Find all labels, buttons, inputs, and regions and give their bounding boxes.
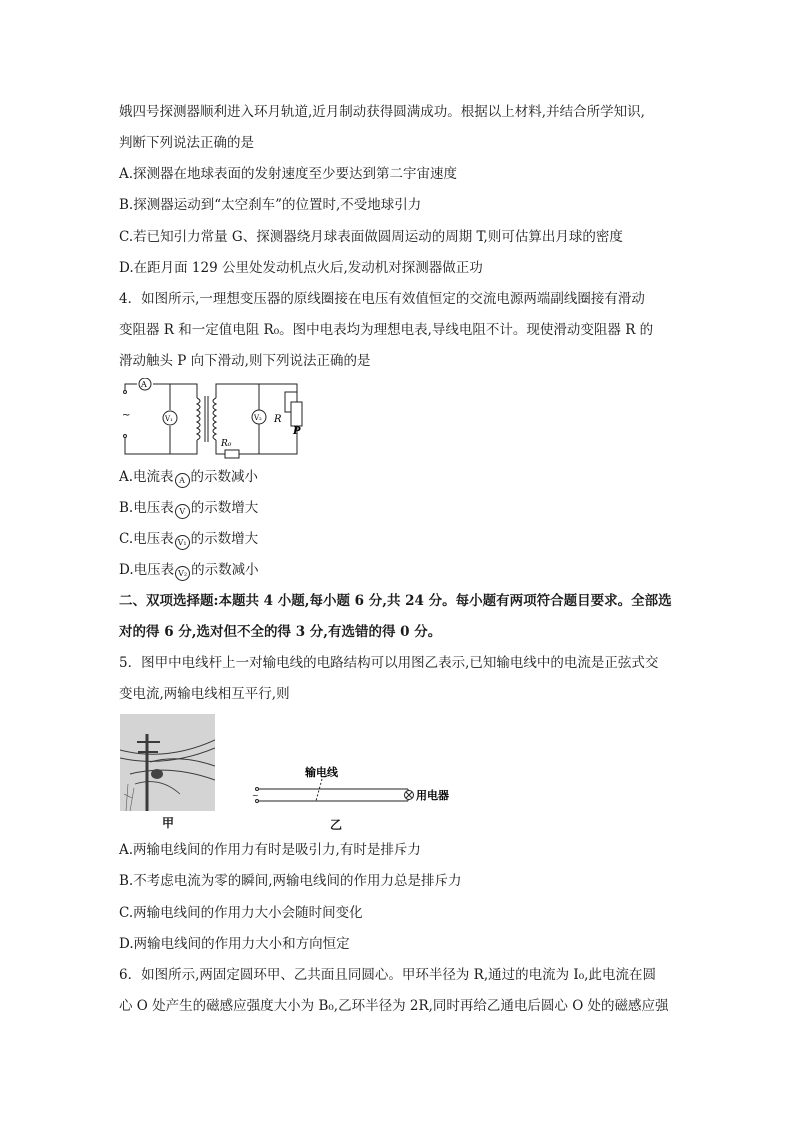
- q4-option-a: A.电流表 A 的示数减小: [119, 467, 258, 488]
- q5-stem-line-2: 变电流,两输电线相互平行,则: [119, 686, 290, 702]
- q4-option-c: C.电压表 V₁ 的示数增大: [119, 529, 258, 550]
- intro-line-1: 娥四号探测器顺利进入环月轨道,近月制动获得圆满成功。根据以上材料,并结合所学知识,: [119, 104, 645, 120]
- figure-yi-caption: 乙: [330, 818, 343, 832]
- q5-option-a: A.两输电线间的作用力有时是吸引力,有时是排斥力: [119, 842, 421, 858]
- rheostat-label: R: [274, 414, 282, 425]
- q3-option-d: D.在距月面 129 公里处发动机点火后,发动机对探测器做正功: [119, 260, 483, 276]
- voltmeter-2-icon: V₂: [175, 566, 190, 581]
- power-pole-photo: [120, 714, 215, 811]
- section-2-heading-line-1: 二、双项选择题:本题共 4 小题,每小题 6 分,共 24 分。每小题有两项符合题目要求。全部选: [119, 593, 672, 609]
- q4-option-b: B.电压表 V 的示数增大: [119, 498, 258, 519]
- figure-jia-caption: 甲: [162, 816, 175, 830]
- voltmeter-1-symbol: V₁: [165, 415, 173, 423]
- ac-source-symbol: ~: [122, 410, 131, 421]
- q5-option-d: D.两输电线间的作用力大小和方向恒定: [119, 936, 350, 952]
- q3-option-c: C.若已知引力常量 G、探测器绕月球表面做圆周运动的周期 T,则可估算出月球的密度: [119, 229, 623, 245]
- q3-option-b: B.探测器运动到“太空刹车”的位置时,不受地球引力: [119, 197, 422, 213]
- voltmeter-2-symbol: V₂: [254, 414, 262, 422]
- q4-stem-line-1: 4．如图所示,一理想变压器的原线圈接在电压有效值恒定的交流电源两端副线圈接有滑动: [119, 291, 645, 307]
- q5-stem-line-1: 5．图甲中电线杆上一对输电线的电路结构可以用图乙表示,已知输电线中的电流是正弦式交: [119, 655, 659, 671]
- power-pole-image: [120, 714, 215, 811]
- intro-line-2: 判断下列说法正确的是: [119, 135, 254, 151]
- transmission-line-diagram: [250, 763, 460, 809]
- slider-label: P: [293, 426, 301, 437]
- voltmeter-1-icon: V₁: [175, 535, 190, 550]
- ac-source-symbol-2: ~: [252, 791, 259, 800]
- q4-option-d: D.电压表 V₂ 的示数减小: [119, 560, 259, 581]
- q6-stem-line-2: 心 O 处产生的磁感应强度大小为 B₀,乙环半径为 2R,同时再给乙通电后圆心 O 处的磁感应强: [119, 998, 669, 1014]
- section-2-heading-line-2: 对的得 6 分,选对但不全的得 3 分,有选错的得 0 分。: [119, 624, 442, 640]
- q4-stem-line-3: 滑动触头 P 向下滑动,则下列说法正确的是: [119, 353, 371, 369]
- wire-label: 输电线: [305, 766, 338, 779]
- transformer-circuit: [117, 378, 307, 460]
- q5-option-c: C.两输电线间的作用力大小会随时间变化: [119, 905, 363, 921]
- q5-option-b: B.不考虑电流为零的瞬间,两输电线间的作用力总是排斥力: [119, 873, 462, 889]
- voltmeter-icon: V: [175, 504, 190, 519]
- resistor-r0-label: R₀: [221, 439, 232, 449]
- q3-option-a: A.探测器在地球表面的发射速度至少要达到第二宇宙速度: [119, 166, 458, 182]
- device-label: 用电器: [416, 789, 449, 802]
- q4-stem-line-2: 变阻器 R 和一定值电阻 R₀。图中电表均为理想电表,导线电阻不计。现使滑动变阻器 R 的: [119, 322, 654, 338]
- ammeter-symbol: A: [141, 380, 147, 389]
- ammeter-icon: A: [175, 473, 190, 488]
- q6-stem-line-1: 6．如图所示,两固定圆环甲、乙共面且同圆心。甲环半径为 R,通过的电流为 I₀,此电流在圆: [119, 967, 656, 983]
